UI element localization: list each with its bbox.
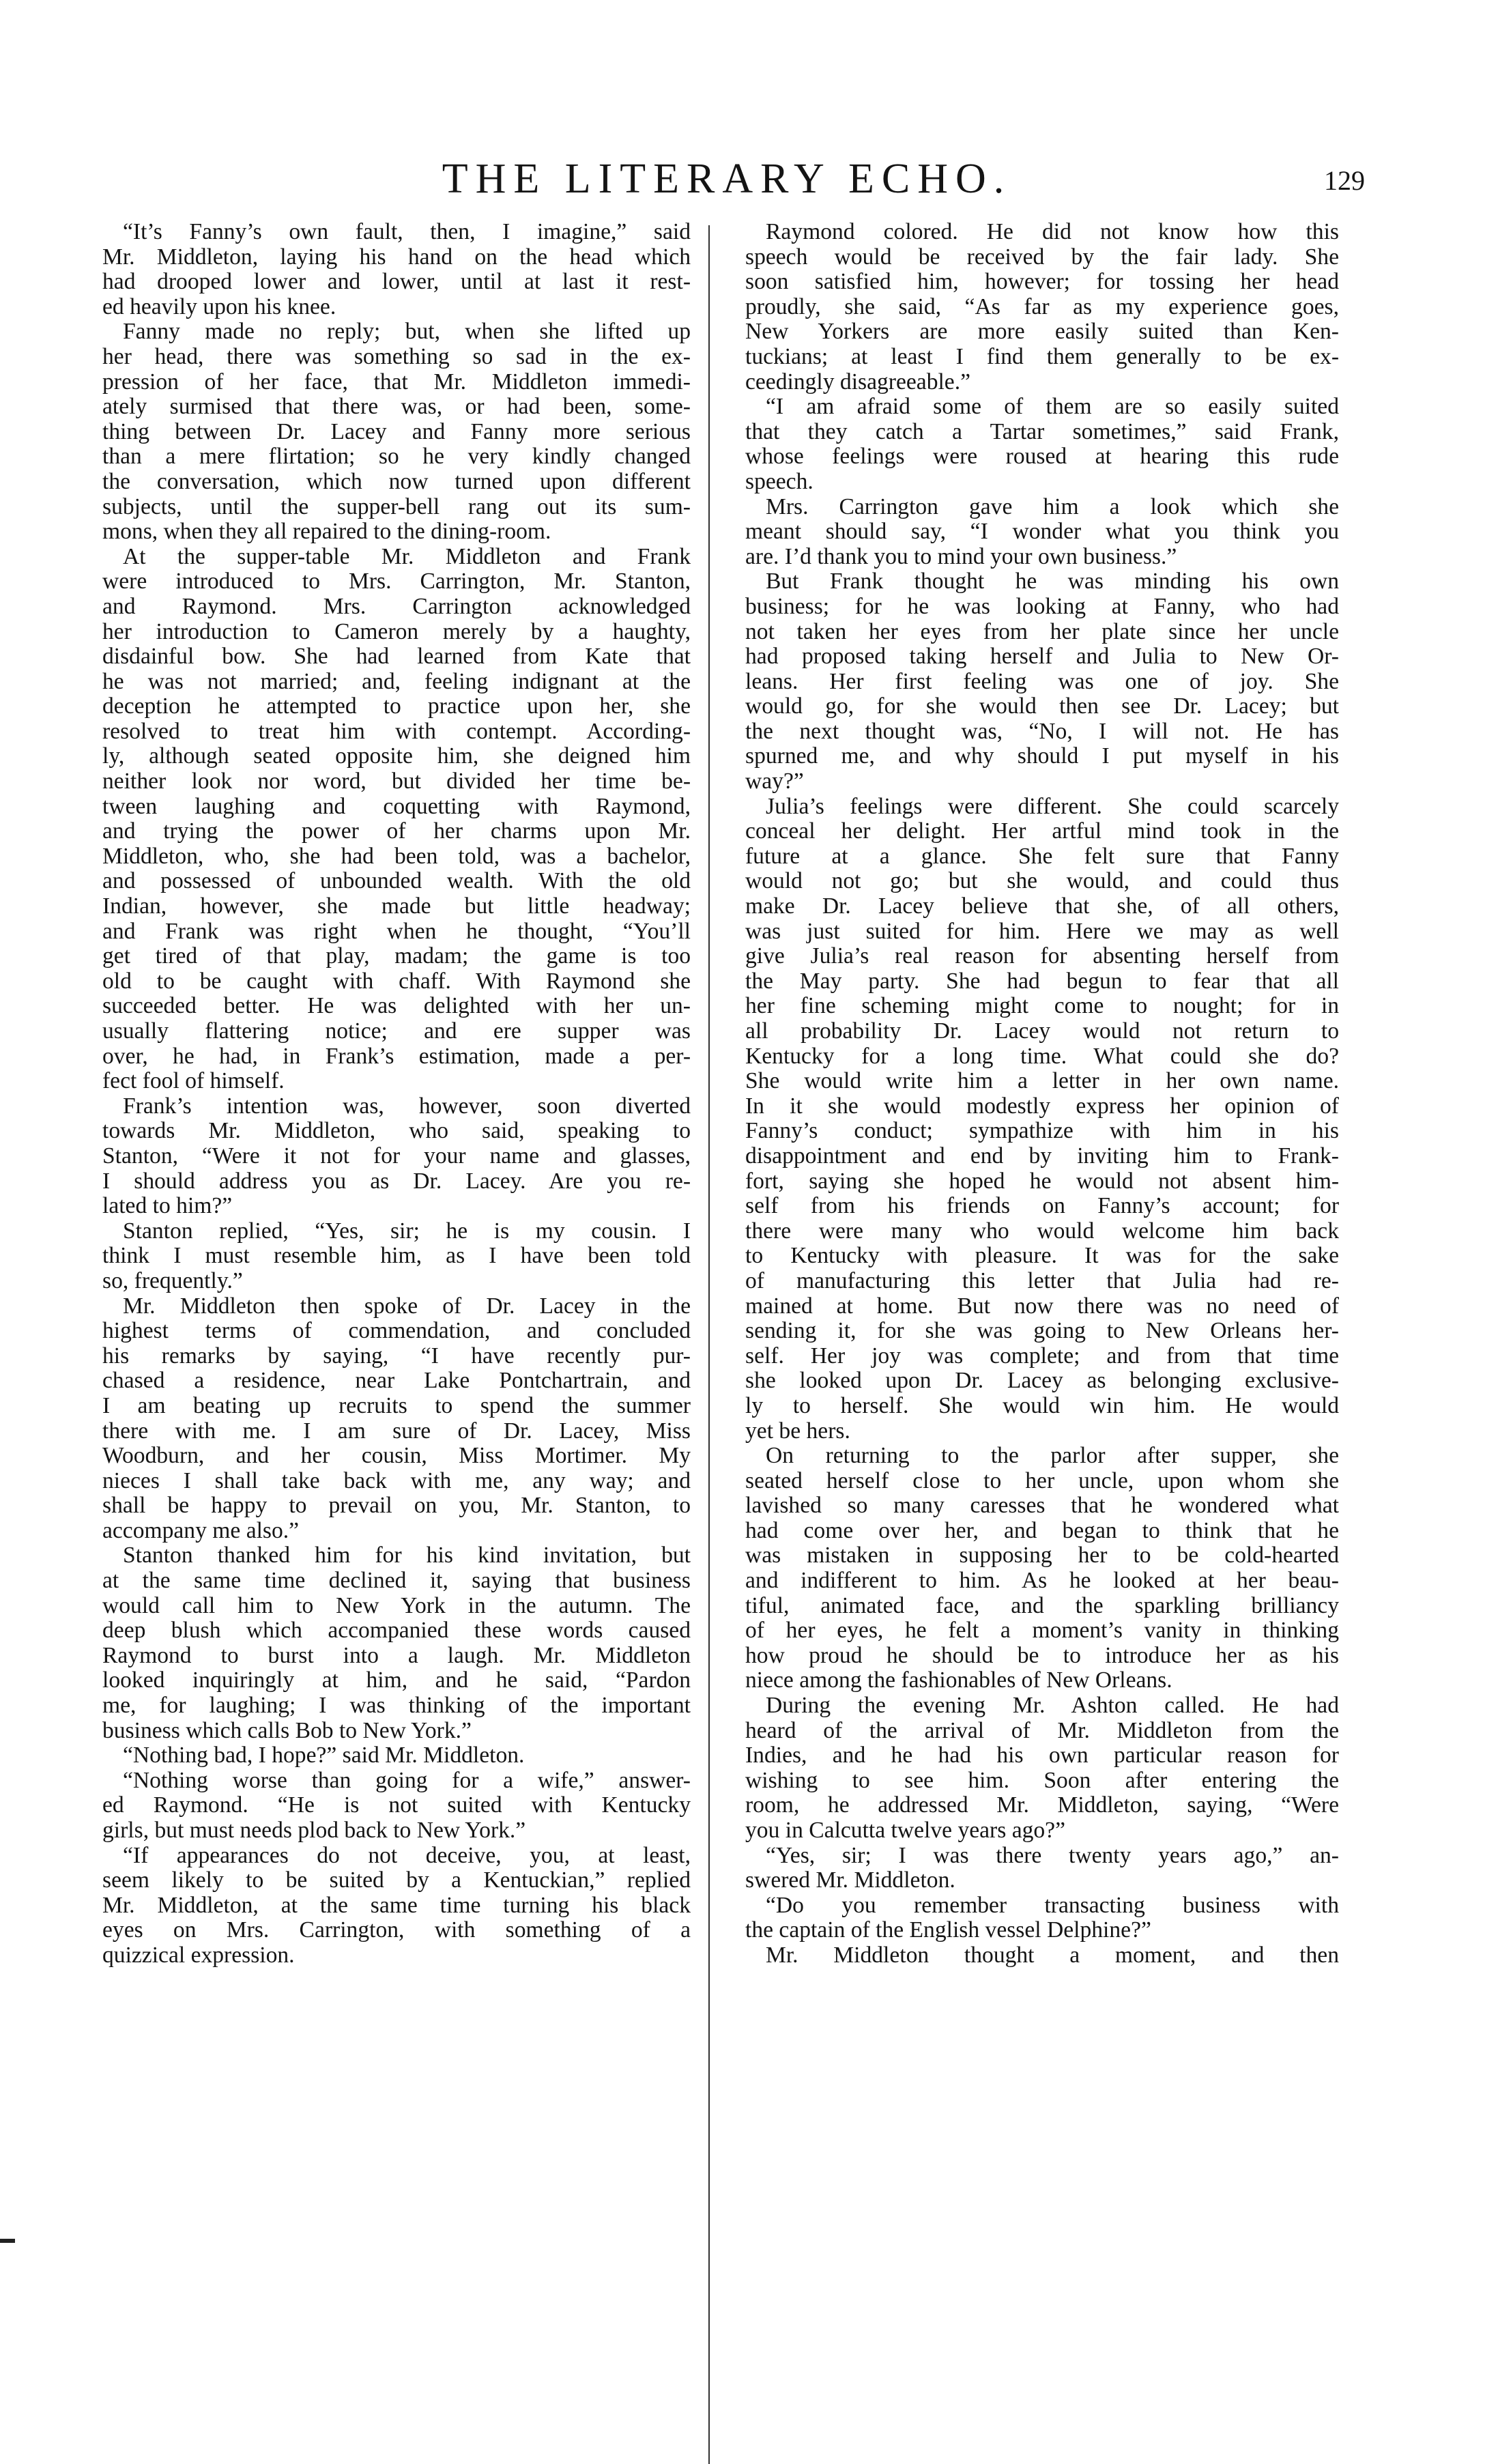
text-line: neither look nor word, but divided her time be- bbox=[102, 769, 691, 794]
text-line: usually flattering notice; and ere supper was bbox=[102, 1019, 691, 1044]
text-line: ly, although seated opposite him, she deigned him bbox=[102, 744, 691, 769]
text-line: “Nothing bad, I hope?” said Mr. Middleton. bbox=[123, 1743, 525, 1768]
text-line: room, he addressed Mr. Middleton, saying, “Were bbox=[745, 1793, 1339, 1818]
text-line: “Do you remember transacting business with bbox=[766, 1893, 1339, 1918]
scan-edge-mark bbox=[0, 2239, 15, 2243]
column-divider bbox=[708, 225, 710, 2464]
text-line: and trying the power of her charms upon Mr. bbox=[102, 819, 691, 844]
text-line: self from his friends on Fanny’s account; for bbox=[745, 1194, 1339, 1219]
text-line: of manufacturing this letter that Julia had re- bbox=[745, 1268, 1339, 1293]
text-line: thing between Dr. Lacey and Fanny more serious bbox=[102, 419, 691, 444]
text-line: wishing to see him. Soon after entering the bbox=[745, 1768, 1339, 1793]
text-line: Fanny made no reply; but, when she lifted up bbox=[123, 319, 691, 345]
text-line: his remarks by saying, “I have recently pur- bbox=[102, 1343, 691, 1369]
text-line: resolved to treat him with contempt. According- bbox=[102, 719, 691, 744]
text-line: there were many who would welcome him back bbox=[745, 1218, 1339, 1244]
text-line: whose feelings were roused at hearing this rude bbox=[745, 444, 1339, 470]
text-line: proudly, she said, “As far as my experience goes, bbox=[745, 294, 1339, 319]
text-line: subjects, until the supper-bell rang out its sum- bbox=[102, 494, 691, 519]
text-line: Stanton replied, “Yes, sir; he is my cousin. I bbox=[123, 1218, 691, 1244]
text-line: heard of the arrival of Mr. Middleton from the bbox=[745, 1718, 1339, 1743]
text-line: business; for he was looking at Fanny, who had bbox=[745, 594, 1339, 619]
text-line: quizzical expression. bbox=[102, 1943, 295, 1968]
text-line: On returning to the parlor after supper, she bbox=[766, 1444, 1339, 1469]
text-line: Middleton, who, she had been told, was a bachelor, bbox=[102, 844, 691, 869]
text-line: Indian, however, she made but little headway; bbox=[102, 894, 691, 919]
text-line: “It’s Fanny’s own fault, then, I imagine,” said bbox=[123, 220, 691, 244]
text-line: mons, when they all repaired to the dining-room. bbox=[102, 519, 551, 545]
text-line: Kentucky for a long time. What could she do? bbox=[745, 1044, 1339, 1069]
text-line: and possessed of unbounded wealth. With the old bbox=[102, 869, 691, 894]
text-line: “If appearances do not deceive, you, at least, bbox=[123, 1843, 691, 1868]
text-line: lated to him?” bbox=[102, 1194, 233, 1219]
text-line: tiful, animated face, and the sparkling brilliancy bbox=[745, 1593, 1339, 1618]
text-line: ly to herself. She would win him. He would bbox=[745, 1393, 1339, 1418]
text-line: was mistaken in supposing her to be cold-hearted bbox=[745, 1543, 1339, 1568]
text-line: Fanny’s conduct; sympathize with him in his bbox=[745, 1119, 1339, 1144]
text-line: succeeded better. He was delighted with her un- bbox=[102, 994, 691, 1019]
text-line: girls, but must needs plod back to New York.” bbox=[102, 1818, 526, 1843]
text-line: ed Raymond. “He is not suited with Kentucky bbox=[102, 1793, 691, 1818]
text-line: leans. Her first feeling was one of joy. She bbox=[745, 669, 1339, 694]
text-line: shall be happy to prevail on you, Mr. Stanton, to bbox=[102, 1493, 691, 1519]
text-line: seated herself close to her uncle, upon whom she bbox=[745, 1468, 1339, 1493]
text-line: I should address you as Dr. Lacey. Are you re- bbox=[102, 1169, 691, 1194]
left-column bbox=[102, 220, 691, 1968]
text-line: the next thought was, “No, I will not. He has bbox=[745, 719, 1339, 744]
text-line: Indies, and he had his own particular reason for bbox=[745, 1743, 1339, 1768]
text-line: Mrs. Carrington gave him a look which she bbox=[766, 494, 1339, 519]
text-line: yet be hers. bbox=[745, 1418, 850, 1444]
text-line: Raymond colored. He did not know how this bbox=[766, 220, 1339, 244]
text-line: would not go; but she would, and could thus bbox=[745, 869, 1339, 894]
text-line: soon satisfied him, however; for tossing her head bbox=[745, 270, 1339, 295]
text-line: conceal her delight. Her artful mind took in the bbox=[745, 819, 1339, 844]
text-line: that they catch a Tartar sometimes,” said Frank, bbox=[745, 419, 1339, 444]
text-line: In it she would modestly express her opinion of bbox=[745, 1093, 1339, 1119]
text-line: way?” bbox=[745, 769, 804, 794]
text-line: nieces I shall take back with me, any way; and bbox=[102, 1468, 691, 1493]
text-line: looked inquiringly at him, and he said, “Pardon bbox=[102, 1668, 691, 1693]
text-line: and Frank was right when he thought, “You’ll bbox=[102, 919, 691, 944]
text-line: she looked upon Dr. Lacey as belonging exclusive- bbox=[745, 1369, 1339, 1394]
text-line: there with me. I am sure of Dr. Lacey, Miss bbox=[102, 1418, 691, 1444]
text-line: the conversation, which now turned upon different bbox=[102, 469, 691, 494]
text-line: are. I’d thank you to mind your own business.” bbox=[745, 544, 1177, 569]
text-line: business which calls Bob to New York.” bbox=[102, 1718, 472, 1743]
text-line: all probability Dr. Lacey would not return to bbox=[745, 1019, 1339, 1044]
text-line: tuckians; at least I find them generally to be ex- bbox=[745, 344, 1339, 369]
text-line: niece among the fashionables of New Orleans. bbox=[745, 1668, 1172, 1693]
text-line: Mr. Middleton, at the same time turning his black bbox=[102, 1893, 691, 1918]
text-line: had come over her, and began to think that he bbox=[745, 1518, 1339, 1543]
text-line: Stanton thanked him for his kind invitation, but bbox=[123, 1543, 691, 1568]
text-line: ately surmised that there was, or had been, some- bbox=[102, 395, 691, 420]
text-line: think I must resemble him, as I have been told bbox=[102, 1244, 691, 1269]
text-line: and Raymond. Mrs. Carrington acknowledged bbox=[102, 594, 691, 619]
text-line: Stanton, “Were it not for your name and glasses, bbox=[102, 1143, 691, 1169]
text-line: he was not married; and, feeling indignant at the bbox=[102, 669, 691, 694]
text-line: ceedingly disagreeable.” bbox=[745, 369, 971, 395]
text-line: eyes on Mrs. Carrington, with something of a bbox=[102, 1918, 691, 1943]
text-line: not taken her eyes from her plate since her uncle bbox=[745, 619, 1339, 644]
text-line: At the supper-table Mr. Middleton and Frank bbox=[123, 544, 691, 569]
text-line: ed heavily upon his knee. bbox=[102, 294, 336, 319]
text-line: was just suited for him. Here we may as well bbox=[745, 919, 1339, 944]
right-column bbox=[745, 220, 1339, 1968]
text-line: how proud he should be to introduce her as his bbox=[745, 1643, 1339, 1668]
text-line: so, frequently.” bbox=[102, 1268, 243, 1293]
text-line: Julia’s feelings were different. She could scarcely bbox=[766, 794, 1339, 819]
text-line: towards Mr. Middleton, who said, speaking to bbox=[102, 1119, 691, 1144]
text-line: fort, saying she hoped he would not absent him- bbox=[745, 1169, 1339, 1194]
text-line: give Julia’s real reason for absenting herself from bbox=[745, 944, 1339, 969]
text-line: and indifferent to him. As he looked at her beau- bbox=[745, 1568, 1339, 1594]
text-line: Raymond to burst into a laugh. Mr. Middleton bbox=[102, 1643, 691, 1668]
text-line: During the evening Mr. Ashton called. He had bbox=[766, 1693, 1339, 1719]
text-line: Mr. Middleton, laying his hand on the head which bbox=[102, 244, 691, 270]
text-line: meant should say, “I wonder what you think you bbox=[745, 519, 1339, 545]
text-line: old to be caught with chaff. With Raymond she bbox=[102, 969, 691, 994]
text-line: Mr. Middleton then spoke of Dr. Lacey in the bbox=[123, 1293, 691, 1319]
text-line: speech. bbox=[745, 469, 813, 494]
text-line: tween laughing and coquetting with Raymond, bbox=[102, 794, 691, 819]
text-line: New Yorkers are more easily suited than Ken- bbox=[745, 319, 1339, 345]
journal-title: THE LITERARY ECHO. bbox=[442, 156, 1012, 202]
text-line: speech would be received by the fair lady. She bbox=[745, 244, 1339, 270]
text-line: future at a glance. She felt sure that Fanny bbox=[745, 844, 1339, 869]
text-line: “Yes, sir; I was there twenty years ago,” an- bbox=[766, 1843, 1339, 1868]
text-line: chased a residence, near Lake Pontchartrain, and bbox=[102, 1369, 691, 1394]
text-line: over, he had, in Frank’s estimation, made a per- bbox=[102, 1044, 691, 1069]
text-line: than a mere flirtation; so he very kindly changed bbox=[102, 444, 691, 470]
text-line: her introduction to Cameron merely by a haughty, bbox=[102, 619, 691, 644]
text-line: were introduced to Mrs. Carrington, Mr. Stanton, bbox=[102, 569, 691, 594]
text-line: would go, for she would then see Dr. Lacey; but bbox=[745, 694, 1339, 719]
text-line: highest terms of commendation, and concluded bbox=[102, 1319, 691, 1344]
text-line: Frank’s intention was, however, soon diverted bbox=[123, 1093, 691, 1119]
text-line: pression of her face, that Mr. Middleton immedi- bbox=[102, 369, 691, 395]
text-line: Mr. Middleton thought a moment, and then bbox=[766, 1943, 1339, 1968]
text-line: fect fool of himself. bbox=[102, 1069, 285, 1094]
text-line: lavished so many caresses that he wondered what bbox=[745, 1493, 1339, 1519]
text-line: the captain of the English vessel Delphine?” bbox=[745, 1918, 1151, 1943]
text-line: accompany me also.” bbox=[102, 1518, 300, 1543]
text-line: get tired of that play, madam; the game is too bbox=[102, 944, 691, 969]
text-line: her head, there was something so sad in the ex- bbox=[102, 344, 691, 369]
text-line: you in Calcutta twelve years ago?” bbox=[745, 1818, 1065, 1843]
text-line: spurned me, and why should I put myself in his bbox=[745, 744, 1339, 769]
text-line: her fine scheming might come to nought; for in bbox=[745, 994, 1339, 1019]
page-header bbox=[89, 152, 1365, 206]
text-line: mained at home. But now there was no need of bbox=[745, 1293, 1339, 1319]
text-line: seem likely to be suited by a Kentuckian,” replied bbox=[102, 1868, 691, 1893]
text-line: self. Her joy was complete; and from that time bbox=[745, 1343, 1339, 1369]
text-line: But Frank thought he was minding his own bbox=[766, 569, 1339, 594]
text-line: I am beating up recruits to spend the summer bbox=[102, 1393, 691, 1418]
text-line: sending it, for she was going to New Orleans her- bbox=[745, 1319, 1339, 1344]
text-line: me, for laughing; I was thinking of the important bbox=[102, 1693, 691, 1719]
text-line: deception he attempted to practice upon her, she bbox=[102, 694, 691, 719]
text-line: disdainful bow. She had learned from Kate that bbox=[102, 644, 691, 670]
text-line: of her eyes, he felt a moment’s vanity in thinking bbox=[745, 1618, 1339, 1644]
text-line: the May party. She had begun to fear that all bbox=[745, 969, 1339, 994]
text-line: deep blush which accompanied these words caused bbox=[102, 1618, 691, 1644]
text-line: make Dr. Lacey believe that she, of all others, bbox=[745, 894, 1339, 919]
text-line: Woodburn, and her cousin, Miss Mortimer. My bbox=[102, 1444, 691, 1469]
text-line: would call him to New York in the autumn. The bbox=[102, 1593, 691, 1618]
text-line: disappointment and end by inviting him to Frank- bbox=[745, 1143, 1339, 1169]
text-line: She would write him a letter in her own name. bbox=[745, 1069, 1339, 1094]
text-line: “I am afraid some of them are so easily suited bbox=[766, 395, 1339, 420]
text-line: to Kentucky with pleasure. It was for the sake bbox=[745, 1244, 1339, 1269]
page-number: 129 bbox=[1324, 165, 1365, 196]
text-line: had proposed taking herself and Julia to New Or- bbox=[745, 644, 1339, 670]
text-line: “Nothing worse than going for a wife,” answer- bbox=[123, 1768, 691, 1793]
text-line: at the same time declined it, saying that business bbox=[102, 1568, 691, 1594]
text-line: had drooped lower and lower, until at last it rest- bbox=[102, 270, 691, 295]
text-line: swered Mr. Middleton. bbox=[745, 1868, 955, 1893]
